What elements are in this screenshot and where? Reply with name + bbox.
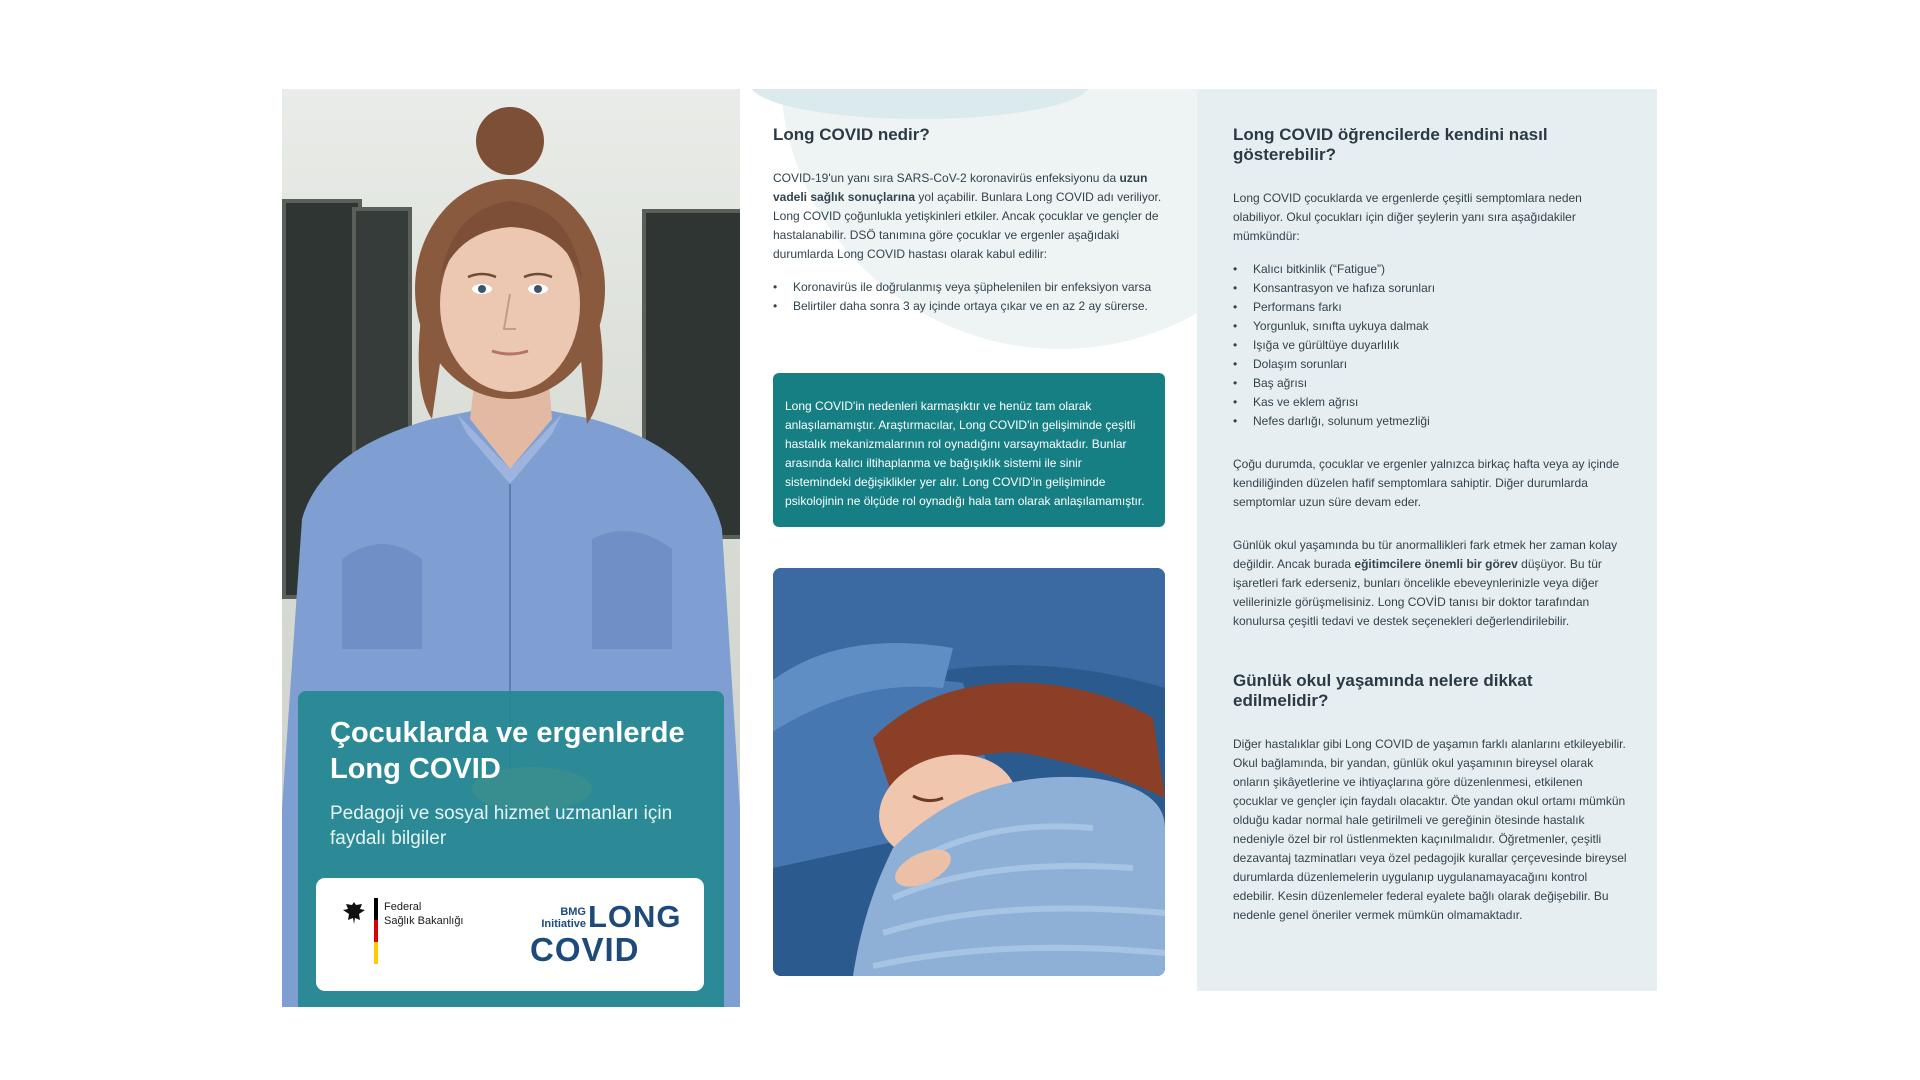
list-item: • Işığa ve gürültüye duyarlılık (1233, 336, 1628, 355)
cover-subtitle: Pedagoji ve sosyal hizmet uzmanları için faydalı bilgiler (330, 803, 673, 849)
logo-covid: COVID (530, 931, 640, 968)
german-flag-bar (374, 898, 378, 964)
list-item: • Yorgunluk, sınıfta uykuya dalmak (1233, 317, 1628, 336)
ministry-line1: Federal (384, 901, 422, 913)
section-heading-symptoms: Long COVID öğrencilerde kendini nasıl gösterebilir? (1233, 125, 1548, 164)
info-panel (740, 89, 1197, 1007)
sleeping-girl-photo (773, 568, 1165, 976)
logo-box (316, 878, 704, 991)
educators-paragraph (1233, 536, 1628, 631)
cover-title-line2: Long COVID (330, 753, 501, 785)
educators-text-2: düşüyor. Bu tür işaretleri fark ederseniz, bunları öncelikle ebeveynlerinizle veya diğer velilerinizle görüşmelisiniz. Long COVİD tanısı bir doktor tarafından konulursa çeşitli tedavi ve destek seçenekleri değerlendirilebilir. (1233, 557, 1602, 628)
intro-bold: uzun vadeli sağlık sonuçlarına (773, 171, 1148, 204)
sleeping-girl-illustration (773, 568, 1165, 976)
list-item: • Nefes darlığı, solunum yetmezliği (1233, 412, 1628, 431)
logo-long: LONG (588, 899, 682, 934)
list-item: • Koronavirüs ile doğrulanmış veya şüphelenilen bir enfeksiyon varsa (773, 278, 1165, 297)
course-paragraph: Çoğu durumda, çocuklar ve ergenler yalnızca birkaç hafta veya ay içinde kendiliğinden düzelen hafif semptomlara sahiptir. Diğer durumlarda semptomlar uzun süre devam eder. (1233, 457, 1620, 509)
intro-paragraph (773, 169, 1165, 264)
school-life-paragraph: Diğer hastalıklar gibi Long COVID de yaşamın farklı alanlarını etkileyebilir. Okul bağlamında, bir yandan, günlük okul yaşamının bireysel olarak onların şikâyetlerine ve ihtiyaçlarına göre düzenlenmesi, etkilenen çocuklar ve gençler için faydalı olacaktır. Öte yandan okul ortamı mümkün olduğu kadar normal hale getirilmeli ve gereğinin ötesinde hastalık nedeniyle özel bir rol üstlenmekten kaçınılmalıdır. Öğretmenler, çeşitli dezavantaj tazminatları veya özel pedagojik kurallar çerçevesinde bireysel durumlarda düzenlemelerin uygulanıp uygulanamayacağını kontrol edebilir. Kesin düzenlemeler federal eyalete bağlı olarak değişebilir. Bu nedenle genel öneriler vermek mümkün olmamaktadır. (1233, 737, 1627, 922)
list-item: • Dolaşım sorunları (1233, 355, 1628, 374)
what-is-long-covid-section (773, 125, 1165, 316)
list-item: • Konsantrasyon ve hafıza sorunları (1233, 279, 1628, 298)
educators-text-1: Günlük okul yaşamında bu tür anormallikleri fark etmek her zaman kolay değildir. Ancak burada (1233, 538, 1618, 571)
symptoms-section (1233, 125, 1628, 925)
logo-bmg: BMG (560, 906, 586, 918)
cover-title (330, 715, 692, 787)
ministry-name (384, 900, 464, 928)
list-item: • Baş ağrısı (1233, 374, 1628, 393)
ministry-line2: Sağlık Bakanlığı (384, 915, 464, 927)
intro-text-2: yol açabilir. Bunlara Long COVID adı veriliyor. Long COVID çoğunlukla yetişkinleri etkiler. Ancak çocuklar ve gençler de hastalanabilir. DSÖ tanımına göre çocuklar ve ergenler aşağıdaki durumlarda Long COVID hastası olarak kabul edilir: (773, 190, 1162, 261)
cover-panel (282, 89, 740, 1007)
symptoms-intro: Long COVID çocuklarda ve ergenlerde çeşitli semptomlara neden olabiliyor. Okul çocukları için diğer şeylerin yanı sıra aşağıdakiler mümkündür: (1233, 191, 1582, 243)
who-criteria-list (773, 278, 1165, 316)
causes-info-box: Long COVID'in nedenleri karmaşıktır ve henüz tam olarak anlaşılamamıştır. Araştırmacılar, Long COVID'in gelişiminde çeşitli hastalık mekanizmalarının rol oynadığını varsaymaktadır. Bunlar arasında kalıcı iltihaplanma ve bağışıklık sistemi ile sinir sistemindeki değişiklikler yer alır. Long COVID'in gelişiminde psikolojinin ne ölçüde rol oynadığı hala tam olarak anlaşılamamıştır. (773, 373, 1165, 527)
logo-initiative-word: Initiative (541, 918, 586, 930)
cover-title-line1: Çocuklarda ve ergenlerde (330, 717, 685, 749)
logo-initiative (524, 906, 586, 930)
list-item: • Kalıcı bitkinlik (“Fatigue”) (1233, 260, 1628, 279)
intro-text-1: COVID-19'un yanı sıra SARS-CoV-2 koronavirüs enfeksiyonu da (773, 171, 1120, 185)
list-item: • Belirtiler daha sonra 3 ay içinde ortaya çıkar ve en az 2 ay sürerse. (773, 297, 1165, 316)
educators-bold: eğitimcilere önemli bir görev (1354, 557, 1518, 571)
symptoms-list (1233, 260, 1628, 431)
symptoms-panel (1197, 89, 1657, 991)
section-heading-school-life: Günlük okul yaşamında nelere dikkat edilmelidir? (1233, 671, 1533, 710)
list-item: • Performans farkı (1233, 298, 1628, 317)
section-heading-what-is: Long COVID nedir? (773, 125, 930, 144)
list-item: • Kas ve eklem ağrısı (1233, 393, 1628, 412)
federal-eagle-icon (342, 900, 366, 926)
